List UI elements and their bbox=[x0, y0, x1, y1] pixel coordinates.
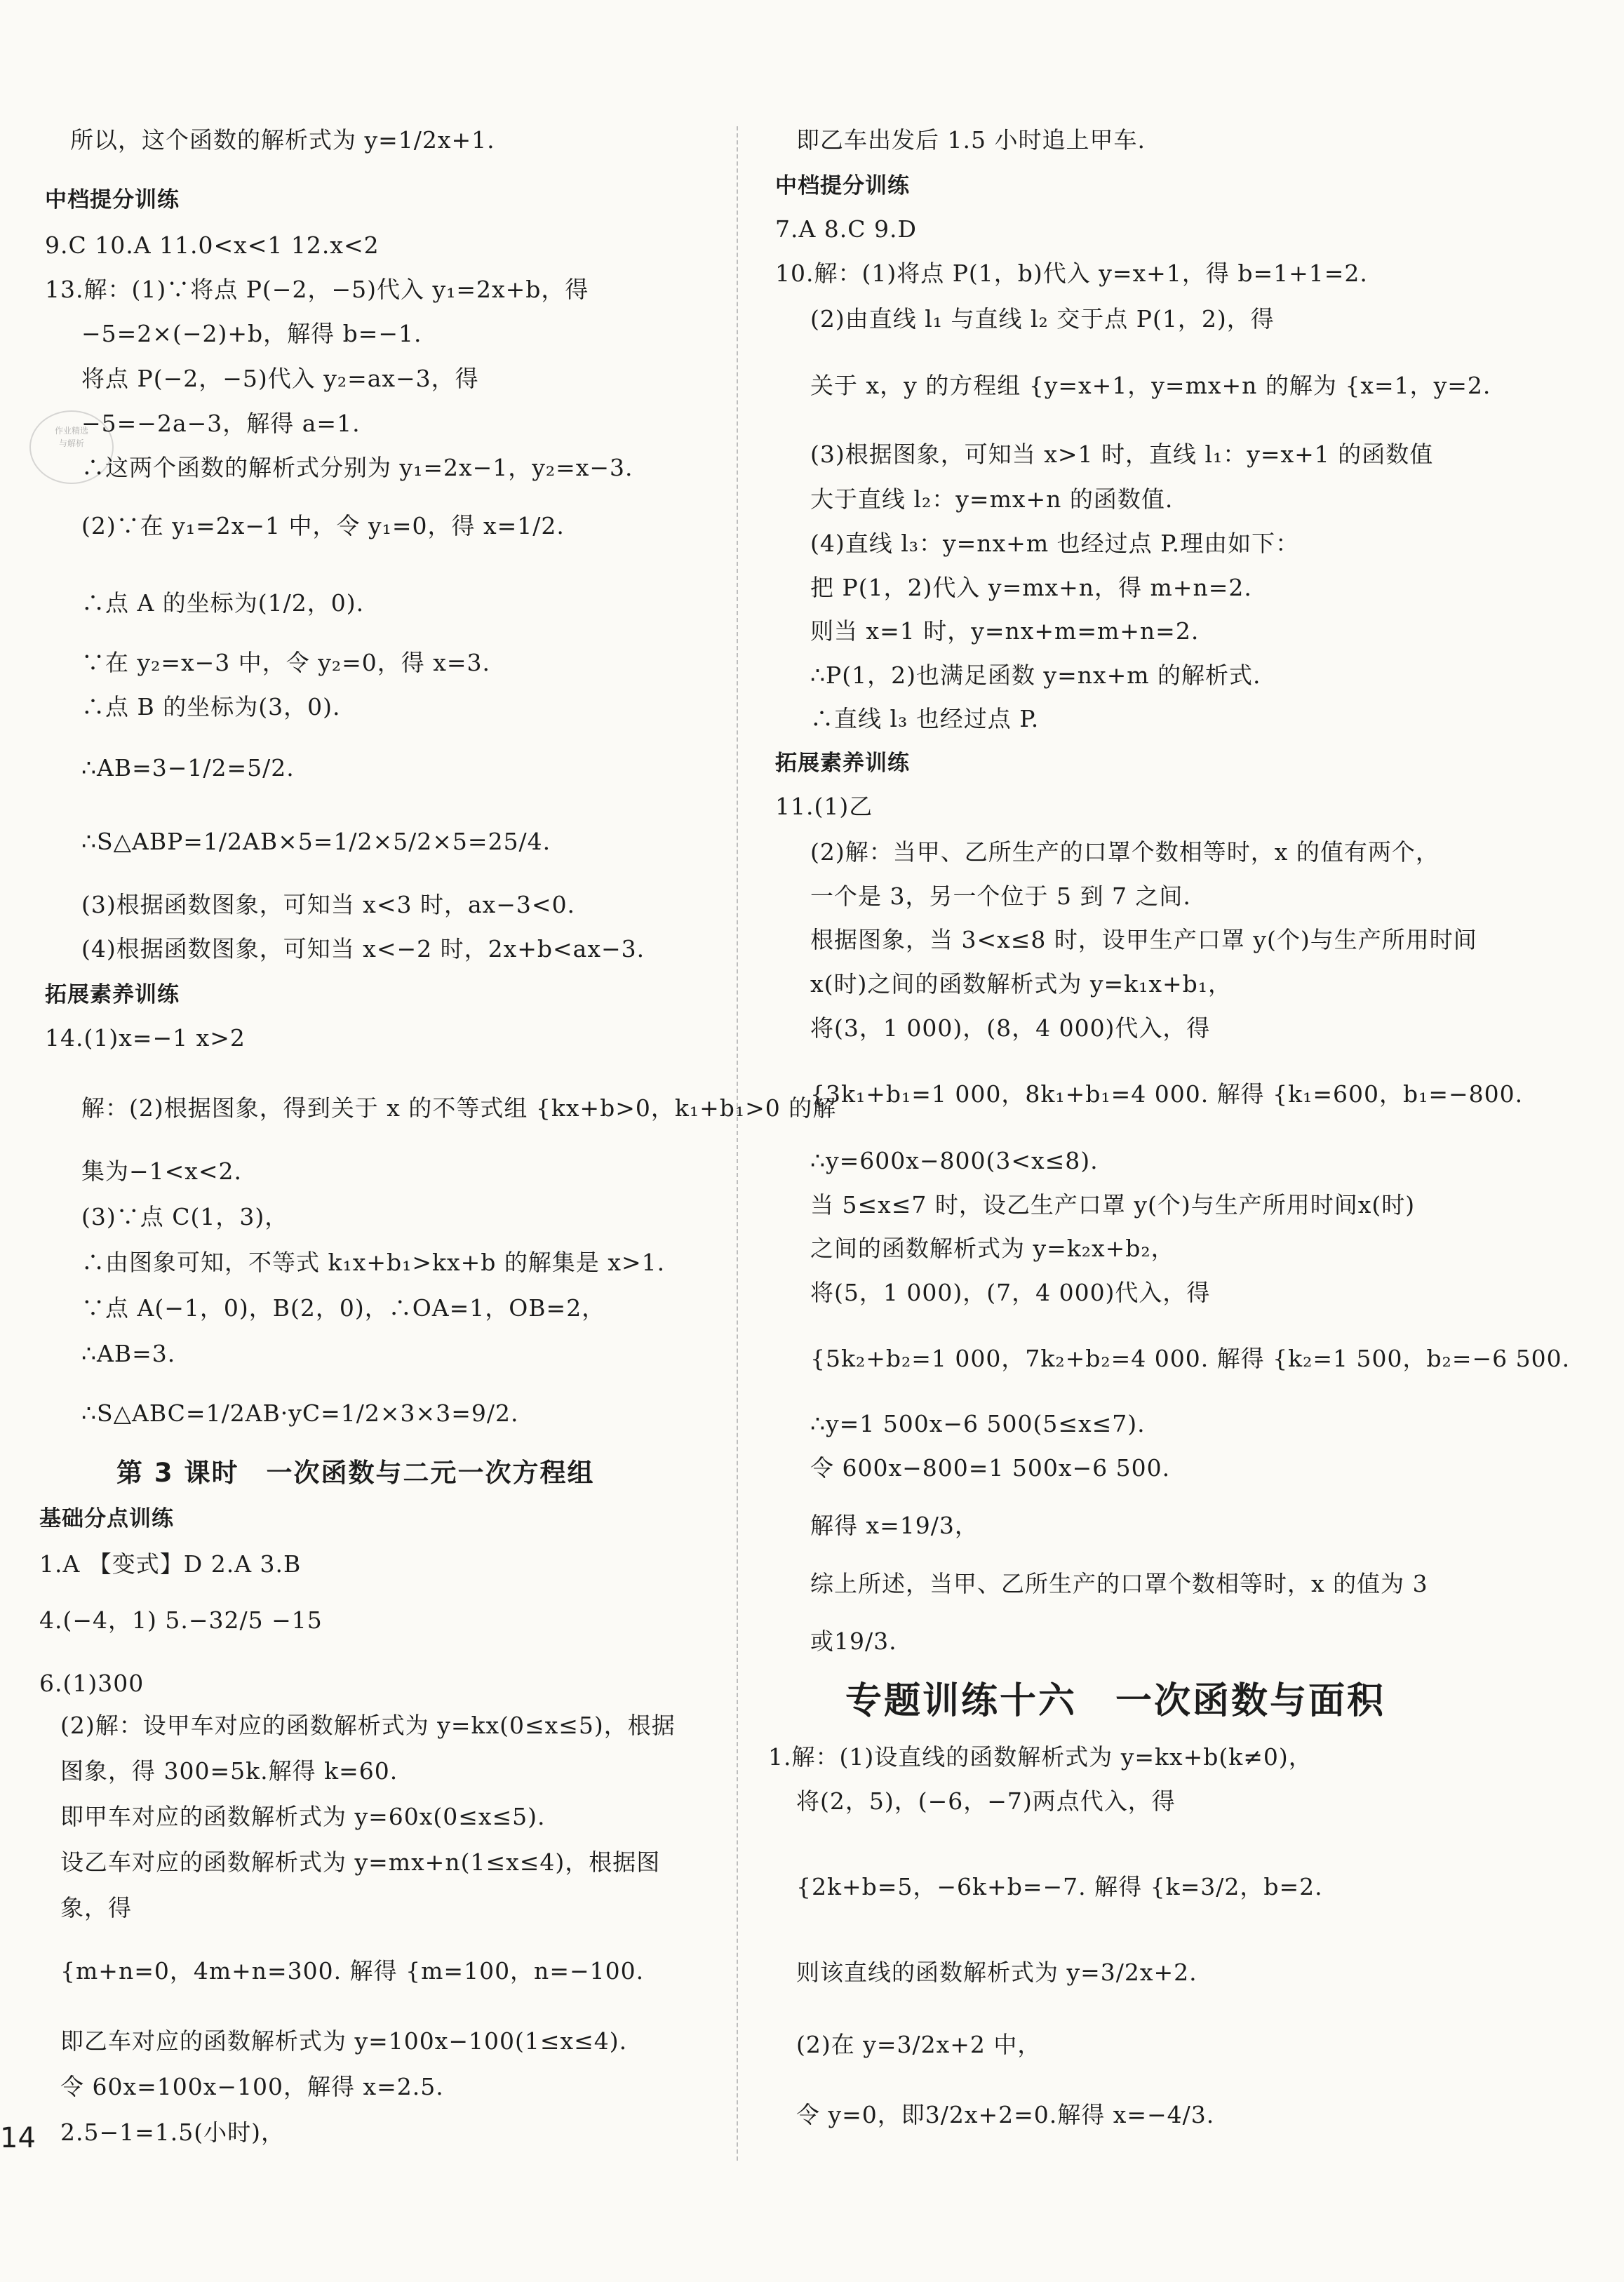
text-line: ∵点 A(−1，0)，B(2，0)，∴OA=1，OB=2， bbox=[81, 1294, 606, 1322]
text-line: 将点 P(−2，−5)代入 y₂=ax−3，得 bbox=[81, 365, 479, 392]
text-line: x(时)之间的函数解析式为 y=k₁x+b₁， bbox=[810, 970, 1232, 998]
text-line: 11.(1)乙 bbox=[775, 793, 873, 820]
page-number: 14 bbox=[0, 2122, 36, 2154]
text-line: 即乙车对应的函数解析式为 y=100x−100(1≤x≤4). bbox=[60, 2027, 628, 2055]
text-line: ∴y=600x−800(3<x≤8). bbox=[810, 1147, 1099, 1174]
text-line: ∴y=1 500x−6 500(5≤x≤7). bbox=[810, 1410, 1146, 1437]
text-line: 或19/3. bbox=[810, 1627, 897, 1655]
section-heading: 拓展素养训练 bbox=[45, 982, 180, 1007]
text-line: 大于直线 l₂：y=mx+n 的函数值. bbox=[810, 485, 1174, 513]
text-line: 1.解：(1)设直线的函数解析式为 y=kx+b(k≠0)， bbox=[768, 1743, 1313, 1771]
text-line: 图象，得 300=5k.解得 k=60. bbox=[60, 1757, 398, 1785]
text-line: ∴点 B 的坐标为(3，0). bbox=[81, 693, 341, 720]
text-line: 6.(1)300 bbox=[39, 1670, 145, 1697]
text-line: −5=2×(−2)+b，解得 b=−1. bbox=[81, 320, 422, 347]
text-line: 即甲车对应的函数解析式为 y=60x(0≤x≤5). bbox=[60, 1803, 546, 1830]
text-line: (2)由直线 l₁ 与直线 l₂ 交于点 P(1，2)，得 bbox=[810, 305, 1275, 333]
text-line: ∴P(1，2)也满足函数 y=nx+m 的解析式. bbox=[810, 662, 1261, 689]
text-line: ∴这两个函数的解析式分别为 y₁=2x−1，y₂=x−3. bbox=[81, 454, 633, 481]
text-line: ∴由图象可知，不等式 k₁x+b₁>kx+b 的解集是 x>1. bbox=[81, 1249, 666, 1276]
text-line: ∴S△ABP=1/2AB×5=1/2×5/2×5=25/4. bbox=[81, 828, 551, 855]
text-line: 则该直线的函数解析式为 y=3/2x+2. bbox=[796, 1959, 1197, 1986]
text-line: 把 P(1，2)代入 y=mx+n，得 m+n=2. bbox=[810, 574, 1252, 601]
text-line: 解：(2)根据图象，得到关于 x 的不等式组 {kx+b>0，k₁+b₁>0 的解 bbox=[81, 1094, 837, 1122]
text-line: (4)根据函数图象，可知当 x<−2 时，2x+b<ax−3. bbox=[81, 935, 645, 962]
text-line: (2)解：设甲车对应的函数解析式为 y=kx(0≤x≤5)，根据 bbox=[60, 1712, 676, 1739]
text-line: {m+n=0，4m+n=300. 解得 {m=100，n=−100. bbox=[60, 1957, 645, 1985]
text-line: 7.A 8.C 9.D bbox=[775, 215, 917, 243]
text-line: 即乙车出发后 1.5 小时追上甲车. bbox=[796, 126, 1146, 154]
section-heading: 中档提分训练 bbox=[45, 187, 180, 213]
watermark-stamp: 作业精选 与解析 bbox=[29, 410, 114, 484]
text-line: 之间的函数解析式为 y=k₂x+b₂， bbox=[810, 1235, 1175, 1262]
text-line: ∴AB=3−1/2=5/2. bbox=[81, 754, 295, 781]
text-line: 4.(−4，1) 5.−32/5 −15 bbox=[39, 1606, 323, 1634]
text-line: (4)直线 l₃：y=nx+m 也经过点 P.理由如下： bbox=[810, 530, 1300, 557]
text-line: (3)根据函数图象，可知当 x<3 时，ax−3<0. bbox=[81, 891, 576, 918]
text-line: 将(3，1 000)，(8，4 000)代入，得 bbox=[810, 1014, 1211, 1042]
text-line: ∴点 A 的坐标为(1/2，0). bbox=[81, 589, 365, 617]
text-line: ∴直线 l₃ 也经过点 P. bbox=[810, 705, 1040, 732]
text-line: ∵在 y₂=x−3 中，令 y₂=0，得 x=3. bbox=[81, 649, 491, 676]
text-line: 14.(1)x=−1 x>2 bbox=[45, 1024, 246, 1052]
text-line: 则当 x=1 时，y=nx+m=m+n=2. bbox=[810, 617, 1200, 645]
text-line: (3)∵点 C(1，3)， bbox=[81, 1203, 289, 1230]
text-line: 令 y=0，即3/2x+2=0.解得 x=−4/3. bbox=[796, 2101, 1215, 2128]
text-line: 一个是 3，另一个位于 5 到 7 之间. bbox=[810, 882, 1191, 910]
text-line: −5=−2a−3，解得 a=1. bbox=[81, 410, 361, 437]
text-line: 集为−1<x<2. bbox=[81, 1157, 243, 1185]
text-line: 设乙车对应的函数解析式为 y=mx+n(1≤x≤4)，根据图 bbox=[60, 1848, 661, 1876]
text-line: 10.解：(1)将点 P(1，b)代入 y=x+1，得 b=1+1=2. bbox=[775, 260, 1368, 287]
text-line: (2)解：当甲、乙所生产的口罩个数相等时，x 的值有两个， bbox=[810, 838, 1440, 866]
text-line: {2k+b=5，−6k+b=−7. 解得 {k=3/2，b=2. bbox=[796, 1873, 1323, 1900]
text-line: 令 60x=100x−100，解得 x=2.5. bbox=[60, 2073, 444, 2100]
text-line: 1.A 【变式】D 2.A 3.B bbox=[39, 1550, 302, 1578]
section-heading: 中档提分训练 bbox=[775, 173, 910, 199]
text-line: 9.C 10.A 11.0<x<1 12.x<2 bbox=[45, 231, 380, 259]
lesson-title: 专题训练十六 一次函数与面积 bbox=[845, 1680, 1386, 1722]
text-line: (3)根据图象，可知当 x>1 时，直线 l₁：y=x+1 的函数值 bbox=[810, 441, 1434, 468]
text-line: ∴AB=3. bbox=[81, 1340, 176, 1367]
text-line: 2.5−1=1.5(小时)， bbox=[60, 2119, 286, 2146]
text-line: 所以，这个函数的解析式为 y=1/2x+1. bbox=[70, 126, 495, 154]
text-line: 关于 x，y 的方程组 {y=x+1，y=mx+n 的解为 {x=1，y=2. bbox=[810, 372, 1491, 399]
lesson-title: 第 3 课时 一次函数与二元一次方程组 bbox=[116, 1458, 595, 1488]
text-line: 将(5，1 000)，(7，4 000)代入，得 bbox=[810, 1279, 1211, 1306]
column-divider bbox=[737, 126, 739, 2161]
text-line: (2)在 y=3/2x+2 中， bbox=[796, 2031, 1042, 2058]
text-line: 令 600x−800=1 500x−6 500. bbox=[810, 1454, 1171, 1482]
section-heading: 基础分点训练 bbox=[39, 1506, 174, 1531]
section-heading: 拓展素养训练 bbox=[775, 751, 910, 776]
text-line: 综上所述，当甲、乙所生产的口罩个数相等时，x 的值为 3 bbox=[810, 1570, 1428, 1597]
text-line: 当 5≤x≤7 时，设乙生产口罩 y(个)与生产所用时间x(时) bbox=[810, 1191, 1416, 1219]
text-line: 13.解：(1)∵将点 P(−2，−5)代入 y₁=2x+b，得 bbox=[45, 276, 589, 303]
text-line: (2)∵在 y₁=2x−1 中，令 y₁=0，得 x=1/2. bbox=[81, 512, 565, 539]
text-line: 将(2，5)，(−6，−7)两点代入，得 bbox=[796, 1787, 1176, 1815]
text-line: {3k₁+b₁=1 000，8k₁+b₁=4 000. 解得 {k₁=600，b₁=−800. bbox=[810, 1080, 1524, 1108]
text-line: 象，得 bbox=[60, 1894, 132, 1921]
text-line: ∴S△ABC=1/2AB·yC=1/2×3×3=9/2. bbox=[81, 1400, 519, 1427]
text-line: 根据图象，当 3<x≤8 时，设甲生产口罩 y(个)与生产所用时间 bbox=[810, 926, 1477, 953]
text-line: {5k₂+b₂=1 000，7k₂+b₂=4 000. 解得 {k₂=1 500，b₂=−6 500. bbox=[810, 1345, 1571, 1372]
text-line: 解得 x=19/3， bbox=[810, 1512, 979, 1539]
